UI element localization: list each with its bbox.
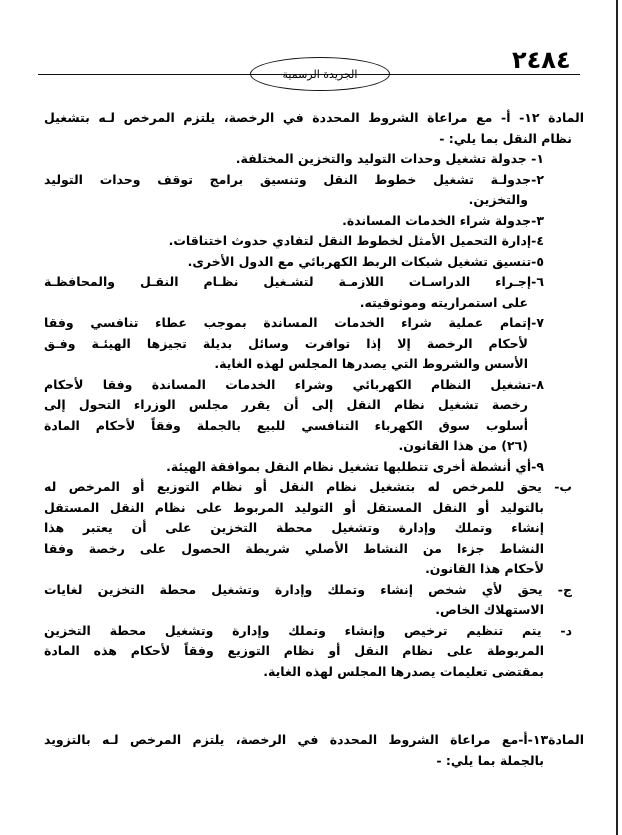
text-line: لأحكام الرخصة إلا إذا توافرت وسائل بديلة تجيزها الهيئـة وفـق	[44, 335, 528, 351]
text-line: ج- يحق لأي شخص إنشاء وتملك وإدارة وتشغيل محطة التخزين لغايات	[44, 581, 572, 597]
text-line: رخصة تشغيل نظام النقل إلى أن يقرر مجلس الوزراء التحول إلى	[44, 397, 528, 412]
text-line: المادة١٣-أ-مع مراعاة الشروط المحددة في الرخصة، يلتزم المرخص لـه بالتزويد	[44, 732, 584, 747]
text-line: لأحكام هذا القانون.	[425, 561, 544, 576]
text-line: نظام النقل بما يلي: -	[439, 130, 572, 146]
text-line: أسلوب سوق الكهرباء التنافسي للبيع بالجملة وفقاً لأحكام المادة	[44, 417, 528, 433]
text-line: ٢-جدولـة تشغيل خطوط النقل وتنسيق برامج توقف وحدات التوليد	[44, 171, 544, 187]
page-number: ٢٤٨٤	[512, 46, 571, 74]
text-line: بالتوليد أو النقل المستقل أو التوليد المربوط على نظام النقل المستقل	[44, 499, 544, 515]
document-body	[44, 108, 584, 771]
text-line: ٤-إدارة التحميل الأمثل لخطوط النقل لتفادي حدوث اختناقات.	[168, 233, 544, 248]
journal-name-badge	[250, 57, 390, 91]
text-line: ٧-إتمام عملية شراء الخدمات المساندة بموجب عطاء تنافسي وفقا	[44, 315, 544, 330]
text-line: المادة ١٢- أ- مع مراعاة الشروط المحددة في الرخصة، يلتزم المرخص لـه بتشغيل	[44, 110, 584, 125]
journal-name: الجريدة الرسمية	[282, 67, 358, 81]
text-line: بمقتضى تعليمات يصدرها المجلس لهذه الغاية.	[263, 663, 544, 679]
text-line: الأسس والشروط التي يصدرها المجلس لهذه الغاية.	[214, 356, 528, 371]
text-line: د- يتم تنظيم ترخيص وإنشاء وتملك وإدارة وتشغيل محطة التخزين	[44, 622, 572, 638]
text-line: المربوطة على نظام النقل أو نظام التوزيع وفقاً لأحكام هذه المادة	[44, 643, 544, 658]
text-line: ١- جدولة تشغيل وحدات التوليد والتخزين المختلفة.	[235, 151, 544, 166]
text-line: على استمراريته وموثوقيته.	[359, 294, 528, 310]
text-line: بالجملة بما يلي: -	[436, 752, 544, 768]
text-line: إنشاء وتملك وإدارة وتشغيل محطة التخزين على أن يعتبر هذا	[44, 520, 544, 535]
text-line: ٦-إجـراء الدراسـات اللازمـة لتشـغيل نظـام النقـل والمحافظـة	[44, 274, 544, 289]
text-line: النشاط جزءا من النشاط الأصلي شريطة الحصول على رخصة وفقا	[44, 540, 544, 556]
text-line: الاستهلاك الخاص.	[435, 602, 544, 617]
text-line: ٩-أي أنشطة أخرى تتطلبها تشغيل نظام النقل بموافقة الهيئة.	[166, 458, 544, 474]
text-line: ٨-تشغيل النظام الكهربائي وشراء الخدمات المساندة وفقا لأحكام	[44, 376, 544, 392]
text-line: والتخزين.	[468, 192, 528, 207]
text-line: ٣-جدولة شراء الخدمات المساندة.	[342, 212, 544, 228]
text-line: ب- يحق للمرخص له بتشغيل نظام النقل أو نظام التوزيع أو المرخص له	[44, 479, 572, 494]
page-header	[0, 0, 622, 100]
text-line: (٢٦) من هذا القانون.	[398, 438, 528, 453]
paragraph-gap	[44, 682, 584, 730]
text-line: ٥-تنسيق تشغيل شبكات الربط الكهربائي مع الدول الأخرى.	[187, 253, 544, 269]
